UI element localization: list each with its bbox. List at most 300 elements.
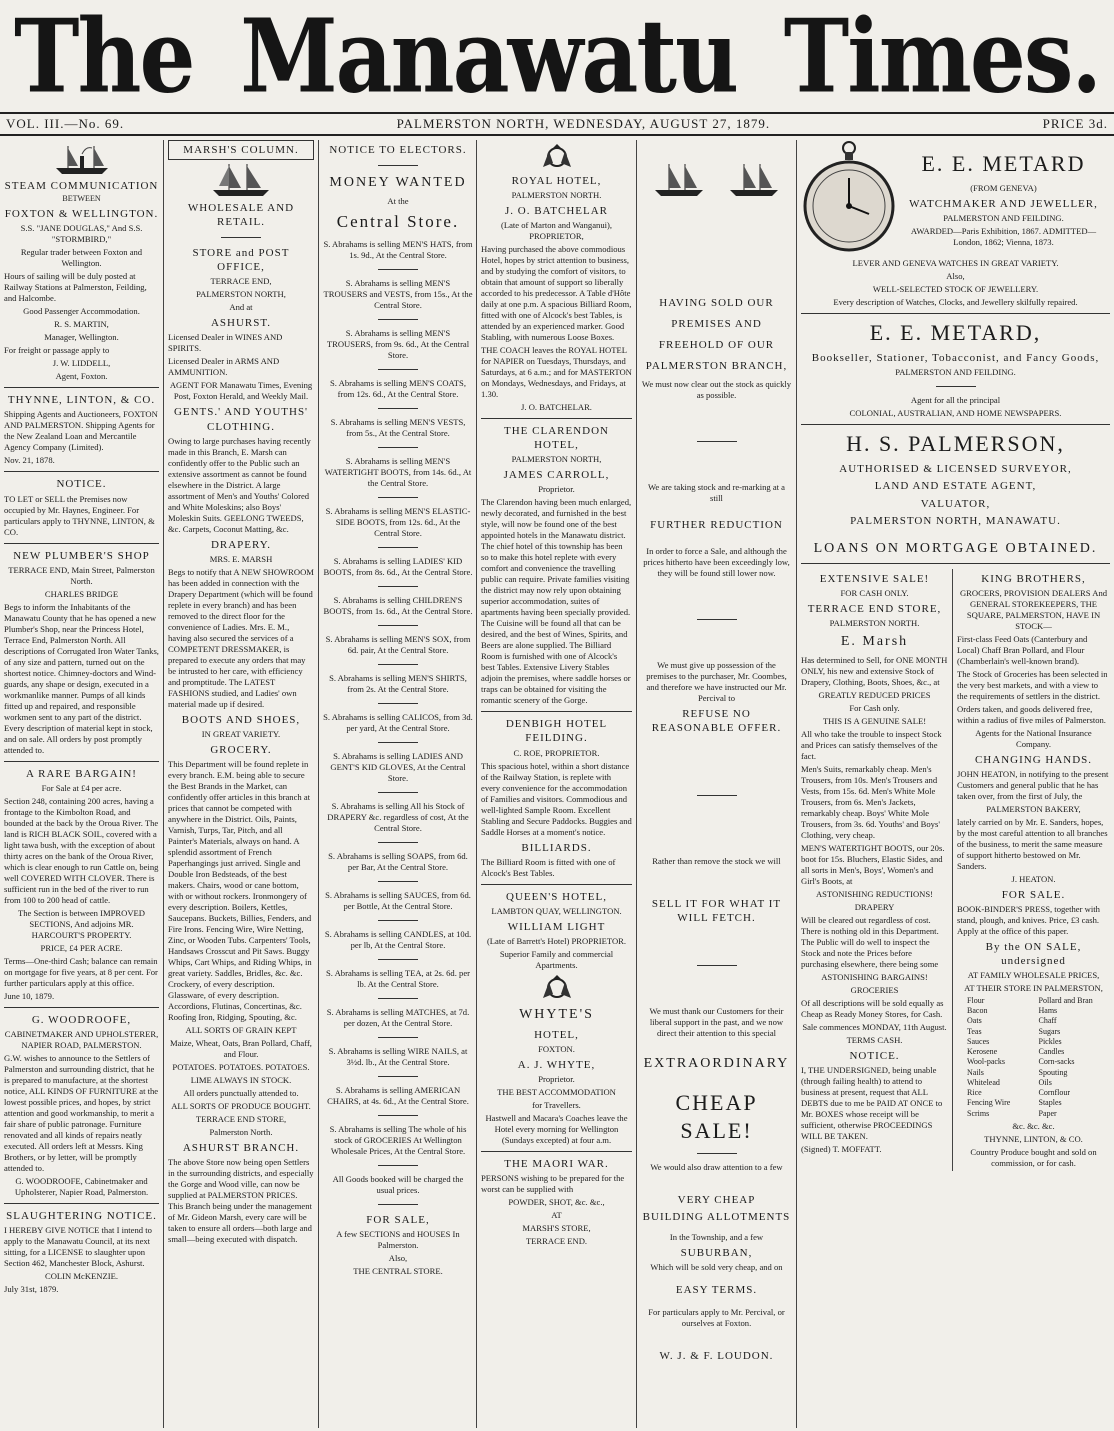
woodroofe-body: G.W. wishes to announce to the Settlers of Palmerston and surrounding district, that he is prepared to manufacture, at the shortest notice, ALL KINDS OF FURNITURE at the lowest possible prices, and hopes, by strict attention and good workmanship, to merit a fair share of public patronage. Furniture renovated and all kinds of repairs neatly executed. All orders left at Messrs. King Brothers, or by letter, will be promptly attended to. [4, 1052, 159, 1173]
abrahams-ad: S. Abrahams is selling MEN'S TROUSERS, from 9s. 6d., At the Central Store. [326, 327, 470, 360]
goods-item: Cornflour [1038, 1088, 1071, 1098]
slaughter-signature: COLIN McKENZIE. [44, 1270, 119, 1281]
divider [378, 165, 418, 166]
marsh-wholesale: WHOLESALE AND RETAIL. [187, 202, 295, 229]
column-4 [481, 140, 632, 1430]
genuine-sale: THIS IS A GENUINE SALE! [822, 715, 927, 726]
bargain-improved: The Section is between IMPROVED SECTIONS, And adjoins MR. HARCOURT'S PROPERTY. [18, 907, 145, 940]
divider [378, 703, 418, 704]
queens-body: Superior Family and commercial Apartments. [499, 948, 614, 970]
sailing-ship-icon [209, 162, 273, 198]
goods-item: Candles [1038, 1047, 1065, 1057]
goods-item: Paper [1038, 1108, 1057, 1118]
extensive-sale-cash: FOR CASH ONLY. [840, 587, 909, 598]
divider [481, 884, 632, 885]
bargain-price: For Sale at £4 per acre. [41, 782, 122, 793]
surveyor: AUTHORISED & LICENSED SURVEYOR, [839, 463, 1072, 476]
bargain-price-acre: PRICE, £4 PER ACRE. [40, 942, 123, 953]
steam-route: FOXTON & WELLINGTON. [4, 208, 159, 221]
maori-body: PERSONS wishing to be prepared for the worst can be supplied with [481, 1172, 625, 1194]
drapery-heading-2: DRAPERY [854, 901, 895, 912]
sold-cheap: Which will be sold very cheap, and on [650, 1262, 783, 1273]
divider [481, 711, 632, 712]
clarendon-heading: THE CLARENDON HOTEL, [504, 425, 609, 452]
thynne-date: Nov. 21, 1878. [4, 455, 55, 466]
extraordinary: EXTRAORDINARY [643, 1055, 790, 1071]
marshs-store-sub: TERRACE END. [525, 1235, 588, 1246]
column-rule [952, 569, 953, 1171]
inspect-stock: All who take the trouble to inspect Stock and Prices can satisfy themselves of the fact. [801, 728, 942, 761]
heaton-body-2: lately carried on by Mr. E. Sanders, hopes, by the most careful attention to all branches of the business, to merit the same measure of support hitherto bestowed on Mr. Sanders. [957, 816, 1108, 871]
king-heading: KING BROTHERS, [981, 572, 1086, 585]
plumber-heading: NEW PLUMBER'S SHOP [13, 549, 150, 562]
divider [4, 761, 159, 762]
ashurst-branch-heading: ASHURST BRANCH. [182, 1141, 300, 1154]
column-rule [636, 140, 637, 1428]
column-rule [163, 140, 164, 1428]
produce: ALL SORTS OF PRODUCE BOUGHT. [171, 1100, 311, 1111]
issue-date: PALMERSTON NORTH, WEDNESDAY, AUGUST 27, 1879. [396, 116, 771, 131]
extensive-sale-ad [801, 569, 948, 1171]
volume-number: VOL. III.—No. 69. [6, 116, 125, 131]
goods-item: Kerosene [967, 1047, 998, 1057]
astonishing-reductions: ASTONISHING REDUCTIONS! [815, 888, 934, 899]
steam-agent: Agent, Foxton. [55, 371, 108, 382]
lime: LIME ALWAYS IN STOCK. [190, 1074, 292, 1085]
goods-item: Bacon [967, 1006, 988, 1016]
ship-pair [641, 160, 792, 200]
whytes: WHYTE'S [519, 1006, 594, 1022]
abrahams-ad: S. Abrahams is selling CHILDREN'S BOOTS, from 1s. 6d., At the Central Store. [323, 594, 473, 616]
marsh-store: STORE and POST OFFICE, [192, 247, 290, 274]
terrace-store-sub: Palmerston North. [209, 1126, 273, 1137]
divider [4, 471, 159, 472]
palmerson-heading: H. S. PALMERSON, [846, 431, 1065, 457]
steam-between: BETWEEN [62, 194, 101, 204]
royal-place: PALMERSTON NORTH. [511, 190, 602, 201]
terms-cash: TERMS CASH. [846, 1034, 903, 1045]
column-2 [168, 140, 314, 1430]
divider [697, 1153, 737, 1154]
column-1 [4, 140, 159, 1430]
column-3 [323, 140, 473, 1430]
light-sub: (Late of Barrett's Hotel) PROPRIETOR. [486, 935, 627, 946]
abrahams-ad: S. Abrahams is selling MEN'S ELASTIC-SIDE BOOTS, from 12s. 6d., At the Central Store. [325, 505, 471, 538]
marshs-store: MARSH'S STORE, [522, 1222, 591, 1233]
divider [378, 920, 418, 921]
divider [378, 1115, 418, 1116]
steamship-icon [52, 142, 112, 176]
very-cheap: VERY CHEAP [677, 1194, 756, 1207]
bargain-date: June 10, 1879. [4, 990, 55, 1001]
king-agents: Agents for the National Insurance Company. [975, 727, 1092, 749]
abrahams-ad: S. Abrahams is selling SAUCES, from 6d. per Bottle, At the Central Store. [325, 889, 471, 911]
steam-liddell: J. W. LIDDELL, [52, 358, 111, 369]
grain-list: Maize, Wheat, Oats, Bran Pollard, Chaff, and Flour. [170, 1037, 312, 1059]
queens-heading: QUEEN'S HOTEL, [506, 890, 607, 903]
abrahams-ad: S. Abrahams is selling AMERICAN CHAIRS, at 4s. 6d., At the Central Store. [327, 1084, 469, 1106]
woodroofe-heading: G. WOODROOFE, [31, 1013, 132, 1026]
queens-place: LAMBTON QUAY, WELLINGTON. [491, 905, 622, 916]
grocery-heading: GROCERY. [210, 743, 272, 756]
abrahams-ad: S. Abrahams is selling WIRE NAILS, at 3½d. lb., At the Central Store. [328, 1045, 468, 1067]
divider [378, 408, 418, 409]
groceries-body: Of all descriptions will be sold equally as Cheap as Ready Money Stores, for Cash. [801, 997, 944, 1019]
abrahams-ad: S. Abrahams is selling MATCHES, at 7d. per dozen, At the Central Store. [326, 1006, 470, 1028]
steam-freight: For freight or passage apply to [4, 345, 110, 356]
central-store-heading: Central Store. [336, 211, 460, 231]
travellers: for Travellers. [532, 1099, 581, 1110]
for-sale-heading: FOR SALE, [366, 1213, 430, 1226]
marsh-wines: Licensed Dealer in WINES AND SPIRITS. [168, 332, 283, 354]
king-brothers-ad [957, 569, 1110, 1171]
suburban: SUBURBAN, [680, 1247, 753, 1260]
steam-ships: S.S. "JANE DOUGLAS," And S.S. "STORMBIRD," [20, 223, 143, 245]
masthead-word-the: The [14, 0, 194, 116]
royal-coach: THE COACH leaves the ROYAL HOTEL for NAPIER on Tuesdays, Thursdays, and Saturdays, at 6 a.m.; and for MASTERTON on Mondays, Wednesdays, and Fridays, at 1.30. [481, 345, 632, 400]
bookbinder-press: BOOK-BINDER'S PRESS, together with stand, plough, and knives. Price, £3 cash. Apply at the office of this paper. [957, 903, 1100, 936]
extensive-sale-marsh: E. Marsh [840, 633, 909, 649]
masthead-word-times: Times. [783, 0, 1100, 116]
slaughter-date: July 31st, 1879. [4, 1283, 59, 1294]
further-reduction: FURTHER REDUCTION [650, 518, 783, 531]
abrahams-ad: S. Abrahams is selling MEN'S SOX, from 6d. pair, At the Central Store. [325, 633, 471, 655]
goods-item: Rice [967, 1088, 982, 1098]
suits-list: Men's Suits, remarkably cheap. Men's Trousers, from 10s. Men's Trousers and Vests, from 15s. 6d. Men's White Mole Trousers, from 6s. Men's Jackets, remarkably cheap. Boys' White Mole Trousers, from 3s. 6d. Youths' and Boys' Clothing, very cheap. [801, 763, 940, 840]
batchelar: J. O. BATCHELAR [504, 205, 608, 218]
steam-hours: Hours of sailing will be duly posted at Railway Stations at Palmerston, Feilding, and Halcombe. [4, 271, 147, 304]
denbigh-heading: DENBIGH HOTEL FEILDING. [505, 718, 608, 745]
slaughter-body: I HEREBY GIVE NOTICE that I intend to apply to the Manawatu Council, at its next sitting, for a LICENSE to slaughter upon Section 462, Manchester Block, Ashurst. [4, 1224, 152, 1268]
township: In the Township, and a few [669, 1232, 764, 1243]
divider [378, 497, 418, 498]
whyte-name: A. J. WHYTE, [517, 1058, 596, 1071]
divider [481, 418, 632, 419]
best-accommodation: THE BEST ACCOMMODATION [497, 1086, 616, 1097]
for-sale-heading-2: FOR SALE. [1001, 888, 1066, 901]
divider [4, 543, 159, 544]
carroll-sub: Proprietor. [538, 484, 575, 495]
william-light: WILLIAM LIGHT [507, 920, 606, 933]
divider [221, 237, 261, 238]
abrahams-ad: S. Abrahams is selling LADIES' KID BOOTS, from 8s. 6d., At the Central Store. [323, 555, 473, 577]
dateline [0, 112, 1114, 136]
metard-block [801, 140, 1110, 256]
family-wholesale: AT FAMILY WHOLESALE PRICES, [967, 970, 1100, 980]
marsh-agent: AGENT FOR Manawatu Times, Evening Post, Foxton Herald, and Weekly Mail. [169, 380, 313, 402]
royal-hotel-heading: ROYAL HOTEL, [511, 175, 602, 187]
divider [378, 547, 418, 548]
clarendon-body: The Clarendon having been much enlarged, newly decorated, and furnished in the best style, will now be found one of the best appointed hotels in the Manawatu district. The chief hotel of this township has been so to make this hotel replete with every comfort and convenience the travelling public can require. Private families visiting the district may now rely upon obtaining superior accommodation, suites of apartments having been specially provided. The Cuisine will be found all that can be desired, and the best of Wines, Spirits, and Beers are alone supplied. The Billiard Room is furnished with one of Alcock's best Tables. Extensive Livery Stables adjoin the premises, where saddle horses or traps can be obtained for visiting the romantic scenery of the Gorge. [481, 497, 632, 706]
refuse-offer: REFUSE NO REASONABLE OFFER. [651, 707, 782, 734]
abrahams-ad: S. Abrahams is selling CALICOS, from 3d. per yard, At the Central Store. [323, 711, 473, 733]
goods-list [957, 996, 1110, 1119]
at-the: At the [387, 195, 409, 206]
powder: POWDER, SHOT, &c. &c., [508, 1196, 605, 1207]
slaughter-heading: SLAUGHTERING NOTICE. [6, 1209, 157, 1222]
column-6 [801, 140, 1110, 1430]
land-agent: LAND AND ESTATE AGENT, [874, 480, 1037, 493]
abrahams-ad: S. Abrahams is selling The whole of his stock of GROCERIES At Wellington Wholesale Prices, At the Central Store. [329, 1123, 467, 1156]
goods-item: Sauces [967, 1036, 990, 1046]
masthead [0, 0, 1114, 116]
heaton-body: JOHN HEATON, in notifying to the present Customers and general public that he has taken over, from the first of July, the [957, 768, 1109, 801]
lower-ads [801, 569, 1110, 1171]
sell-fetch: SELL IT FOR WHAT IT WILL FETCH. [651, 897, 782, 924]
divider [378, 1037, 418, 1038]
abrahams-ad: S. Abrahams is selling SOAPS, from 6d. per Bar, At the Central Store. [328, 850, 468, 872]
king-sub: GROCERS, PROVISION DEALERS And GENERAL STOREKEEPERS, THE SQUARE, PALMERSTON, HAVE IN STOCK— [959, 587, 1108, 631]
grain-heading: ALL SORTS OF GRAIN KEPT [185, 1024, 297, 1035]
divider [378, 1204, 418, 1205]
steam-martin: R. S. MARTIN, [54, 319, 109, 330]
marsh-palmerston: PALMERSTON NORTH, [196, 289, 286, 300]
also: Also, [946, 271, 965, 281]
goods-item: Flour [967, 996, 985, 1005]
thynne-signature: THYNNE, LINTON, & CO. [984, 1133, 1083, 1144]
carroll: JAMES CARROLL, [503, 469, 610, 482]
thank-customers: We must thank our Customers for their liberal support in the past, and we now direct their attention to this special [649, 1005, 784, 1038]
possession: We must give up possession of the premises to the purchaser, Mr. Coombes, and therefore we have instructed our Mr. Percival to [646, 659, 787, 703]
valuator: VALUATOR, [920, 497, 991, 510]
divider [378, 269, 418, 270]
thynne-heading: THYNNE, LINTON, & CO. [7, 394, 156, 407]
maori-war-heading: THE MAORI WAR. [504, 1157, 609, 1170]
steam-passenger: Good Passenger Accommodation. [23, 306, 140, 317]
billiards-heading: BILLIARDS. [521, 841, 592, 854]
king-orders: Orders taken, and goods delivered free, within a radius of five miles of Palmerston. [957, 703, 1106, 725]
moffatt-signature: (Signed) T. MOFFATT. [801, 1143, 882, 1154]
force-sale: In order to force a Sale, and although the prices hitherto have been exceedingly low, they will be found still lower now. [643, 545, 790, 578]
sailing-ship-icon [651, 160, 707, 200]
royal-crest-icon [537, 974, 577, 1002]
divider [378, 742, 418, 743]
loudon-signature: W. J. & F. LOUDON. [659, 1350, 774, 1363]
drapery-heading: DRAPERY. [210, 538, 272, 551]
column-rule [796, 140, 797, 1428]
goods-item: Corn-sacks [1038, 1057, 1075, 1067]
clear-stock: We must now clear out the stock as quickly as possible. [641, 378, 792, 400]
cheap-sale: CHEAP SALE! [675, 1089, 758, 1144]
goods-item: Nails [967, 1067, 984, 1077]
bargain-heading: A RARE BARGAIN! [26, 767, 137, 780]
metard-places: PALMERSTON AND FEILDING. [943, 212, 1064, 223]
woodroofe-trade: CABINETMAKER AND UPHOLSTERER, NAPIER ROAD, PALMERSTON. [4, 1028, 159, 1050]
marsh-and-at: And at [229, 302, 253, 313]
extensive-sale-heading: EXTENSIVE SALE! [819, 572, 930, 585]
divider [697, 619, 737, 620]
terrace-store: TERRACE END STORE, [195, 1113, 287, 1124]
lever-watches: LEVER AND GENEVA WATCHES IN GREAT VARIETY. [852, 258, 1059, 268]
divider [481, 1151, 632, 1152]
whytes-foxton: FOXTON. [538, 1043, 575, 1054]
groceries-heading: GROCERIES [850, 984, 899, 995]
newspapers: COLONIAL, AUSTRALIAN, AND HOME NEWSPAPERS. [849, 408, 1062, 419]
divider [378, 842, 418, 843]
divider [801, 563, 1110, 564]
cash-only: For Cash only. [849, 702, 900, 713]
extensive-sale-body: Has determined to Sell, for ONE MONTH ONLY, his new and extensive Stock of Drapery, Clothing, Boots, Shoes, &c., at [801, 654, 948, 687]
royal-crest-icon [537, 143, 577, 171]
goods-item: Spouting [1038, 1067, 1068, 1077]
goods-item: Pickles [1038, 1036, 1062, 1046]
marsh-ashurst: ASHURST. [210, 317, 272, 330]
astonishing-bargains: ASTONISHING BARGAINS! [821, 971, 928, 982]
goods-item: Teas [967, 1026, 982, 1036]
drapery-name: MRS. E. MARSH [209, 553, 273, 564]
goods-item: Scrims [967, 1108, 990, 1118]
apply-percival: For particulars apply to Mr. Percival, or ourselves at Foxton. [648, 1307, 785, 1329]
abrahams-ad: S. Abrahams is selling MEN'S TROUSERS and VESTS, from 15s., At the Central Store. [323, 277, 473, 310]
issue-price: PRICE 3d. [1042, 116, 1108, 131]
also: Also, [388, 1252, 408, 1263]
changing-hands: CHANGING HANDS. [974, 753, 1093, 766]
abrahams-ad: S. Abrahams is selling CANDLES, at 10d. per lb, At the Central Store. [324, 928, 472, 950]
goods-item: Sugars [1038, 1026, 1061, 1036]
goods-item: Oils [1038, 1077, 1052, 1087]
abrahams-ad: S. Abrahams is selling MEN'S VESTS, from 5s., At the Central Store. [330, 416, 466, 438]
divider [697, 965, 737, 966]
divider [4, 1007, 159, 1008]
divider [378, 319, 418, 320]
divider [801, 424, 1110, 425]
goods-item: Staples [1038, 1098, 1062, 1108]
denbigh-body: This spacious hotel, within a short distance of the Railway Station, is replete with every convenience for the accommodation of Families and visitors. Commodious and well-lighted Sample Room. Excellent Stabling and Secure Paddocks. Buggies and Saddle Horses at a moment's notice. [481, 760, 632, 837]
batchelar-sub: (Late of Marton and Wanganui), PROPRIETOR, [500, 220, 613, 242]
notice-heading: NOTICE. [56, 478, 107, 491]
abrahams-ad: S. Abrahams is selling MEN'S HATS, from 1s. 9d., At the Central Store. [323, 238, 473, 260]
column-5 [641, 140, 792, 1430]
divider [378, 959, 418, 960]
abrahams-ad: S. Abrahams is selling MEN'S WATERTIGHT BOOTS, from 14s. 6d., At the Central Store. [324, 455, 472, 488]
gents-heading: GENTS.' AND YOUTHS' CLOTHING. [173, 406, 309, 433]
on-sale: By the ON SALE, undersigned [985, 940, 1082, 967]
goods-etc: &c. &c. &c. [1012, 1120, 1055, 1131]
divider [378, 586, 418, 587]
bookseller: Bookseller, Stationer, Tobacconist, and Fancy Goods, [811, 352, 1100, 365]
whyte-sub: Proprietor. [538, 1073, 575, 1084]
clarendon-place: PALMERSTON NORTH, [511, 454, 602, 465]
divider [378, 1076, 418, 1077]
abrahams-ad: S. Abrahams is selling All his Stock of DRAPERY &c. regardless of cost, At the Central Store. [327, 800, 469, 833]
ashurst-branch-body: The above Store now being open Settlers in the surrounding districts, and especially the Gorge and Wood ville, can now be supplied at PALMERSTON PRICES. This Branch being under the management of Mr. Gideon Marsh, every care will be taken to ensure all orders—both large and small—being executed with dispatch. [168, 1156, 314, 1244]
divider [378, 881, 418, 882]
boots-sub: IN GREAT VARIETY. [201, 728, 281, 739]
notice-heading-2: NOTICE. [849, 1049, 900, 1062]
at: AT [551, 1209, 562, 1220]
sailing-ship-icon [726, 160, 782, 200]
divider [4, 1203, 159, 1204]
divider [378, 1165, 418, 1166]
places-2: PALMERSTON AND FEILDING. [895, 367, 1016, 378]
metard-heading: E. E. METARD [921, 151, 1086, 177]
whytes-hotel: HOTEL, [534, 1028, 579, 1041]
royal-body: Having purchased the above commodious Hotel, hopes by strict attention to business, and by studying the comfort of visitors, to obtain that amount of support so liberally accorded to his predecessor. A Table d'Hôte daily at one p.m. A spacious Billiard Room, fitted with one of Alcock's best Tables, is attended by an experienced marker. Good Stabling, with numerous Loose Boxes. [481, 244, 632, 343]
drapery-body-2: Will be cleared out regardless of cost. There is nothing old in this Department. The Public will do well to inspect the Stock and note the Prices before purchasing elsewhere, there being some [801, 914, 939, 969]
goods-item: Pollard and Bran [1038, 996, 1093, 1005]
steam-manager: Manager, Wellington. [44, 332, 119, 343]
masthead-word-manawatu: Manawatu [240, 0, 738, 116]
notice-body: TO LET or SELL the Premises now occupied by Mr. Haynes, Engineer. For particulars apply to THYNNE, LINTON, & CO. [4, 493, 155, 537]
metard-geneva: (FROM GENEVA) [970, 182, 1037, 193]
heaton-signature: J. HEATON. [1011, 873, 1056, 884]
king-body: The Stock of Groceries has been selected in the very best markets, and with a view to the requirements of settlers in the district. [957, 668, 1108, 701]
metard-watchmaker: WATCHMAKER AND JEWELLER, [909, 197, 1098, 210]
thynne-body: Shipping Agents and Auctioneers, FOXTON AND PALMERSTON. Shipping Agents for the New Zealand Loan and Mercantile Agency Company (Limited). [4, 409, 158, 453]
abrahams-ad: S. Abrahams is selling TEA, at 2s. 6d. per lb. At the Central Store. [325, 967, 470, 989]
taking-stock: We are taking stock and re-marking at a still [648, 481, 785, 503]
goods-item: Chaff [1038, 1016, 1057, 1026]
abrahams-ad: S. Abrahams is selling LADIES AND GENT'S KID GLOVES, At the Central Store. [330, 750, 466, 783]
divider [801, 313, 1110, 314]
metard-heading-2: E. E. METARD, [869, 320, 1042, 345]
loans-mortgage: LOANS ON MORTGAGE OBTAINED. [813, 540, 1098, 556]
abrahams-ad: S. Abrahams is selling MEN'S COATS, from 12s. 6d., At the Central Store. [330, 377, 466, 399]
goods-item: Fencing Wire [967, 1098, 1011, 1108]
abrahams-list [323, 239, 473, 1166]
extensive-sale-place: PALMERSTON NORTH. [829, 617, 920, 628]
for-sale-body: A few SECTIONS and HOUSES In Palmerston. [336, 1228, 460, 1250]
central-store-sign: THE CENTRAL STORE. [353, 1265, 443, 1276]
pocket-watch-icon [801, 140, 897, 256]
marsh-terrace: TERRACE END, [210, 276, 272, 287]
grocery-body: This Department will be found replete in every branch. E.M. being able to secure the Best Brands in the Market, can confidently offer articles in this branch at prices that cannot be competed with anywhere in the District. Oils, Paints, Varnish, Turps, Tar, Pitch, and all Painter's Materials, always on hand. A splendid assortment of French Paperhangings just arrived. Single and Double Iron Bedsteads, of the best makers. Chairs, wood or cane bottom, with or without rockers. Ironmongery of every description. Boilers, Kettles, Saucepans. Buckets, Billies, Fenders, and Fire Irons. Fencing Wire, Wire Netting, Zinc, or Wooden Tubs. Carpenters' Tools, Handsaws Crosscut and Pit Saws. Buggy Whips, Cart Whips, and Riding Whips, in great variety. Saddles, Bridles, &c. &c. Crockery, of every description. Glassware, of every description. Accordions, Flutinas, Concertinas, &c. Roofing Iron, Ridging, Spouting, &c. [168, 758, 312, 1022]
marsh-column-title: MARSH'S COLUMN. [168, 140, 314, 160]
palmerston-bakery: PALMERSTON BAKERY, [986, 803, 1081, 814]
gents-body: Owing to large purchases having recently made in this Branch, E. Marsh can confidently offer to the Public such an extensive assortment as cannot be found elsewhere in the District. A large assortment of Men's and Youths' Colored and White Moleskins; also Boys' Moleskin Suits. GEELONG TWEEDS, &c. Carpets, Coconut Matting, &c. [168, 435, 311, 534]
abrahams-ad: S. Abrahams is selling MEN'S SHIRTS, from 2s. At the Central Store. [329, 672, 467, 694]
notice-body-2: I, THE UNDERSIGNED, being unable (through failing health) to attend to business at present, request that ALL DEBTS due to me be PAID AT ONCE to Mr. BOXES whose receipt will be sufficient, otherwise PROCEEDINGS WILL BE TAKEN. [801, 1064, 943, 1141]
newspaper-agent: Agent for all the principal [910, 395, 1001, 406]
divider [378, 792, 418, 793]
marsh-arms: Licensed Dealer in ARMS AND AMMUNITION. [168, 356, 280, 378]
royal-sign: J. O. BATCHELAR. [521, 402, 592, 413]
king-stock: First-class Feed Oats (Canterbury and Local) Chaff Bran Pollard, and Flour (Chamberlain's well-known brand). [957, 633, 1088, 666]
draw-attention: We would also draw attention to a few [650, 1162, 783, 1173]
greatly-reduced: GREATLY REDUCED PRICES [818, 689, 931, 700]
steam-heading: STEAM COMMUNICATION [4, 180, 159, 192]
goods-item: Whitelead [967, 1077, 1000, 1087]
building-allotments: BUILDING ALLOTMENTS [642, 1211, 791, 1224]
jewellery: WELL-SELECTED STOCK OF JEWELLERY. [872, 284, 1039, 294]
divider [378, 664, 418, 665]
coaches: Hastwell and Macara's Coaches leave the Hotel every morning for Wellington (Sundays excepted) at four a.m. [485, 1112, 628, 1145]
plumber-body: Begs to inform the Inhabitants of the Manawatu County that he has opened a new Plumber's Shop, near the Princess Hotel, Terrace End, Palmerston North. All descriptions of Corrugated Iron Water Tanks, of any size and pattern, turned out on the shortest notice. Chimney-doctors and Wind-guards, any shape or design, executed in a workmanlike manner. Pumps of all kinds fitted up and repaired, and responsible workmen sent to any part of the district. Every description of material kept in stock, and on sale. All orders by post promptly attended to. [4, 601, 159, 755]
bargain-body: Section 248, containing 200 acres, having a frontage to the Kimbolton Road, and bounded at the back by the Oroua River. The land is RICH BLACK SOIL, covered with a light tawa bush, with the exception of about thirty acres on the bank of the Oroua River, which is clear enough to run Cattle on, being well COVERED WITH CLOVER. There is sufficient run in the bed of the river to run from 100 to 200 head of cattle. [4, 795, 159, 905]
easy-terms: EASY TERMS. [675, 1284, 758, 1297]
divider [378, 369, 418, 370]
at-their-store: AT THEIR STORE IN PALMERSTON, [964, 983, 1103, 993]
divider [697, 441, 737, 442]
boots-heading: BOOTS AND SHOES, [181, 713, 301, 726]
goods-item: Wool-packs [967, 1057, 1006, 1067]
divider [4, 387, 159, 388]
divider [378, 625, 418, 626]
watertight-boots: MEN'S WATERTIGHT BOOTS, our 20s. boot for 15s. Bluchers, Elastic Sides, and all sorts in Men's, Boys', Women's and Girl's Boots, at [801, 842, 945, 886]
goods-item: Hams [1038, 1006, 1058, 1016]
denbigh-proprietor: C. ROE, PROPRIETOR. [513, 747, 600, 758]
country-produce: Country Produce bought and sold on commission, or for cash. [970, 1146, 1097, 1168]
plumber-name: CHARLES BRIDGE [44, 588, 119, 599]
metard-awarded: AWARDED—Paris Exhibition, 1867. ADMITTED—London, 1862; Vienna, 1873. [910, 225, 1097, 247]
money-wanted: MONEY WANTED [329, 175, 467, 191]
bargain-terms: Terms—One-third Cash; balance can remain on mortgage for five years, at 8 per cent. For further particulars apply at this office. [4, 955, 158, 988]
having-sold: HAVING SOLD OUR PREMISES AND FREEHOLD OF OUR PALMERSTON BRANCH, [645, 297, 788, 372]
column-rule [318, 140, 319, 1428]
divider [378, 998, 418, 999]
palmerson-place: PALMERSTON NORTH, MANAWATU. [850, 514, 1061, 527]
steam-trader: Regular trader between Foxton and Wellington. [20, 247, 143, 269]
